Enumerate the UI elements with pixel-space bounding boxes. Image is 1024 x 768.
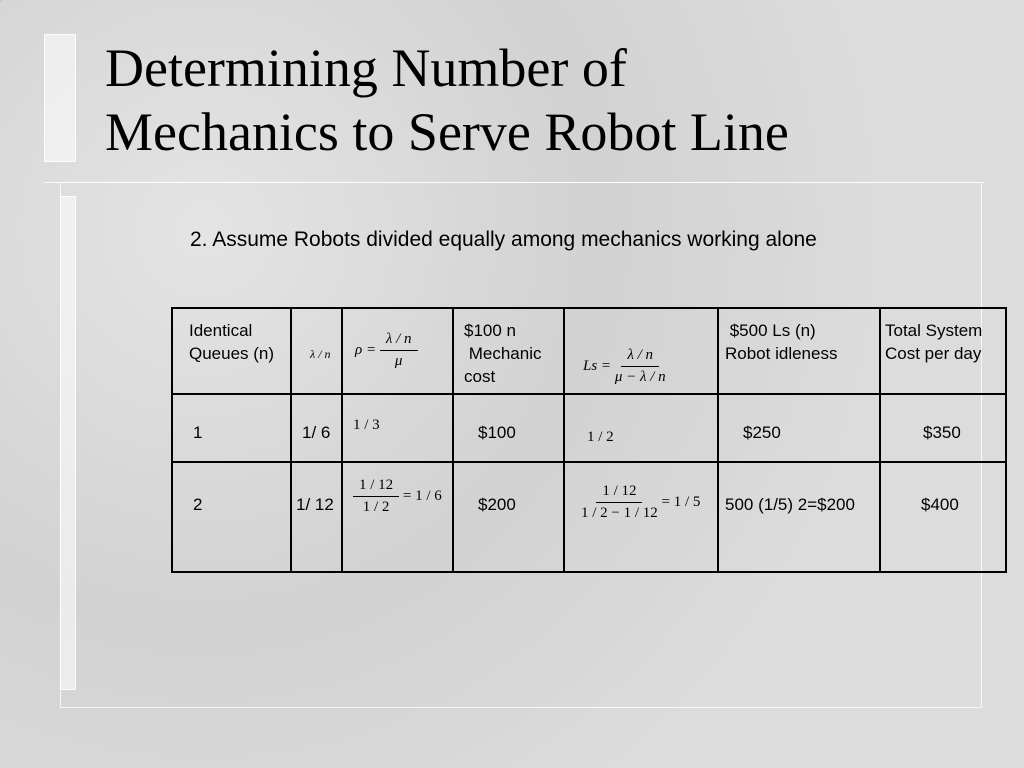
cost-table — [171, 307, 1007, 573]
row2-rho-denominator: 1 / 2 — [362, 499, 390, 515]
row2-total-cost — [880, 462, 1006, 572]
ls-denominator: μ − λ / n — [614, 369, 666, 385]
row2-ls-result: = 1 / 5 — [661, 493, 701, 510]
row1-mech-cost-text: $100 — [478, 423, 516, 442]
row1-ls-text: 1 / 2 — [587, 429, 614, 445]
header-robot-idleness — [718, 308, 880, 394]
decorative-bar-top — [44, 34, 76, 162]
row2-queues-text: 2 — [193, 495, 203, 514]
row1-ls — [564, 394, 718, 462]
header-robot-idleness-text: $500 Ls (n) Robot idleness — [725, 321, 838, 363]
row1-lambda-n — [291, 394, 342, 462]
row2-idle-cost-text: 500 (1/5) 2=$200 — [725, 495, 855, 514]
row1-idle-cost-text: $250 — [743, 423, 781, 442]
row2-rho-numerator: 1 / 12 — [353, 477, 399, 497]
row1-rho — [342, 394, 453, 462]
row2-ls-formula — [581, 483, 700, 522]
row2-total-cost-text: $400 — [921, 495, 959, 514]
row2-lambda-n-text: 1/ 12 — [296, 495, 334, 514]
row1-rho-text: 1 / 3 — [353, 417, 380, 433]
table-header-row — [172, 308, 1006, 394]
ls-lhs: Ls = — [583, 357, 612, 374]
header-ls — [564, 308, 718, 394]
header-queues — [172, 308, 291, 394]
slide-title: Determining Number of Mechanics to Serve Robot Line — [105, 38, 789, 162]
header-rho — [342, 308, 453, 394]
row1-queues — [172, 394, 291, 462]
row2-ls-numerator: 1 / 12 — [596, 483, 642, 503]
ls-numerator: λ / n — [621, 347, 659, 367]
row2-rho-result: = 1 / 6 — [402, 487, 442, 504]
ls-fraction — [615, 347, 666, 386]
row2-ls-fraction — [581, 483, 658, 522]
table-row — [172, 394, 1006, 462]
row1-mech-cost — [453, 394, 564, 462]
header-lambda-n — [291, 308, 342, 394]
rho-denominator: μ — [394, 353, 403, 369]
row1-lambda-n-text: 1/ 6 — [302, 423, 331, 442]
rho-formula — [355, 331, 418, 370]
row2-mech-cost — [453, 462, 564, 572]
row2-queues — [172, 462, 291, 572]
row2-ls-denominator: 1 / 2 − 1 / 12 — [581, 505, 658, 521]
row1-total-cost-text: $350 — [923, 423, 961, 442]
header-mechanic-cost — [453, 308, 564, 394]
rho-numerator: λ / n — [380, 331, 418, 351]
header-lambda-n-text: λ / n — [310, 347, 331, 361]
row2-rho-fraction — [353, 477, 399, 516]
header-total-cost-text: Total System Cost per day — [885, 321, 983, 363]
row2-ls — [564, 462, 718, 572]
rho-lhs: ρ = — [355, 341, 377, 358]
header-total-cost — [880, 308, 1006, 394]
slide-subtitle: 2. Assume Robots divided equally among mechanics working alone — [190, 228, 817, 251]
row1-total-cost — [880, 394, 1006, 462]
row2-rho-formula — [353, 477, 442, 516]
table-row — [172, 462, 1006, 572]
ls-formula — [583, 347, 666, 386]
header-queues-text: Identical Queues (n) — [189, 321, 275, 363]
header-mechanic-cost-text: $100 n Mechanic cost — [464, 321, 542, 386]
row1-idle-cost — [718, 394, 880, 462]
row1-queues-text: 1 — [193, 423, 203, 442]
rho-fraction — [380, 331, 418, 370]
row2-lambda-n — [291, 462, 342, 572]
row2-rho — [342, 462, 453, 572]
row2-mech-cost-text: $200 — [478, 495, 516, 514]
row2-idle-cost — [718, 462, 880, 572]
